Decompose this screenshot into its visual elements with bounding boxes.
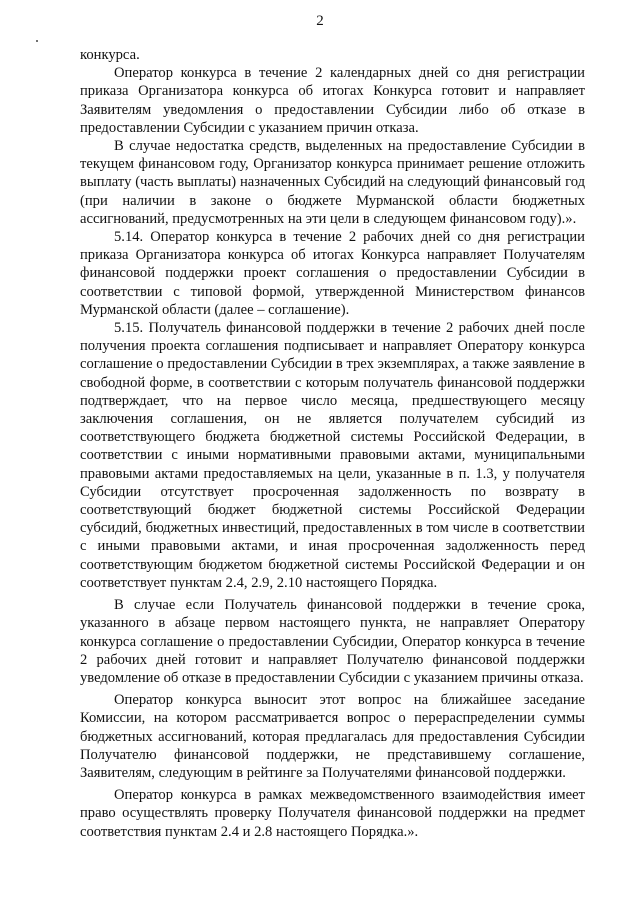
paragraph-funds-shortage: В случае недостатка средств, выделенных на предоставление Субсидии в текущем финансовом году, Организатор конкурса принимает решение отложить выплату (часть выплаты) назначенных Субсидий на следующий финансовый год (при наличии в законе о бюджете Мурманской области бюджетных ассигнований, предусмотренных на эти цели в следующем финансовом году).». xyxy=(80,138,585,227)
paragraph-verification: Оператор конкурса в рамках межведомственного взаимодействия имеет право осуществлять проверку Получателя финансовой поддержки на предмет соответствия пунктам 2.4 и 2.8 настоящего Порядка.». xyxy=(80,787,585,840)
paragraph-5-14: 5.14. Оператор конкурса в течение 2 рабочих дней со дня регистрации приказа Организатора конкурса об итогах Конкурса направляет Получателям финансовой поддержки проект соглашения о предоставлении Субсидии в соответствии с типовой формой, утвержденной Министерством финансов Мурманской области (далее – соглашение). xyxy=(80,229,585,318)
scan-speck xyxy=(36,40,38,42)
document-body xyxy=(80,46,585,841)
paragraph-continuation: конкурса. xyxy=(80,47,140,63)
page-number: 2 xyxy=(316,13,324,29)
paragraph-5-15: 5.15. Получатель финансовой поддержки в течение 2 рабочих дней после получения проекта соглашения подписывает и направляет Оператору конкурса соглашение о предоставлении Субсидии в трех экземплярах, а также заявление в свободной форме, в соответствии с которым получатель финансовой поддержки подтверждает, что на первое число месяца, предшествующего месяцу заключения соглашения, он не является получателем субсидий из соответствующего бюджета бюджетной системы Российской Федерации, в соответствии с иными нормативными правовыми актами, муниципальными правовыми актами предоставляемых на цели, указанные в п. 1.3, у получателя Субсидии отсутствует просроченная задолженность по возврату в соответствующий бюджет бюджетной системы Российской Федерации субсидий, бюджетных инвестиций, предоставленных в том числе в соответствии с иными правовыми актами, и иная просроченная задолженность перед соответствующим бюджетом бюджетной системы Российской Федерации и он соответствует пунктам 2.4, 2.9, 2.10 настоящего Порядка. xyxy=(80,320,585,591)
paragraph-commission: Оператор конкурса выносит этот вопрос на ближайшее заседание Комиссии, на котором рассматривается вопрос о перераспределении суммы бюджетных ассигнований, которая предлагалась для предоставления Субсидии Получателю финансовой поддержки, не представившему соглашение, Заявителям, следующим в рейтинге за Получателями финансовой поддержки. xyxy=(80,692,585,781)
paragraph-refusal: В случае если Получатель финансовой поддержки в течение срока, указанного в абзаце первом настоящего пункта, не направляет Оператору конкурса соглашение о предоставлении Субсидии, Оператор конкурса в течение 2 рабочих дней готовит и направляет Получателю финансовой поддержки уведомление об отказе в предоставлении Субсидии с указанием причины отказа. xyxy=(80,597,585,686)
paragraph-notification: Оператор конкурса в течение 2 календарных дней со дня регистрации приказа Организатора конкурса об итогах Конкурса готовит и направляет Заявителям уведомления о предоставлении Субсидии либо об отказе в предоставлении Субсидии с указанием причин отказа. xyxy=(80,65,585,136)
